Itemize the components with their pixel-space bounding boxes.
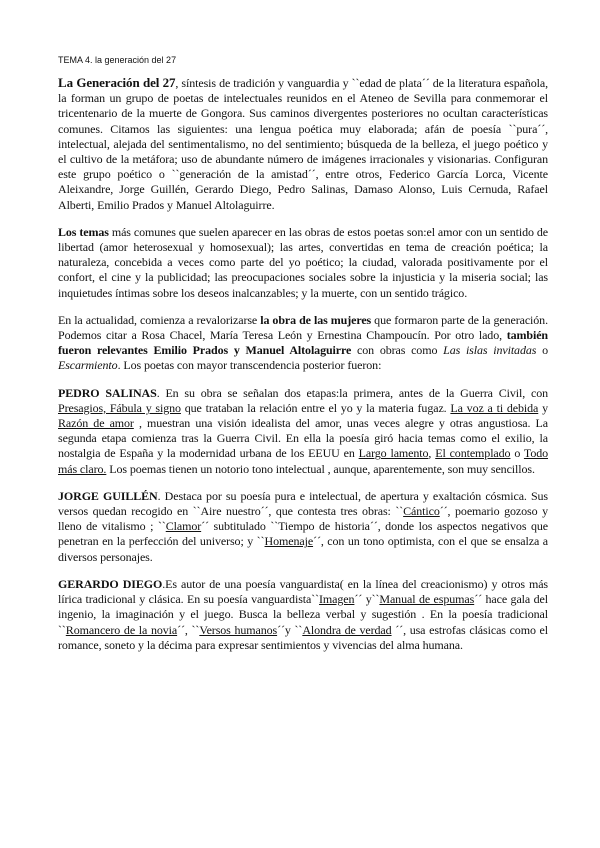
- text-run: Los poemas tienen un notorio tono intelectual , aunque, aparentemente, son muy sencillos.: [106, 461, 535, 476]
- text-run: En la actualidad, comienza a revalorizarse: [58, 312, 261, 327]
- work-title-underlined: La voz a ti debida: [450, 400, 539, 415]
- work-title-underlined: El contemplado: [435, 446, 511, 461]
- text-run: ´´, poemario gozoso y lleno de vitalismo ; ``: [58, 504, 548, 534]
- text-run: ´´, con un tono optimista, con el que se ensalza a diversos personajes.: [58, 534, 549, 564]
- text-run: .Es autor de una poesía vanguardista( en la línea del creacionismo) y otros más lírica tradicional y clásica. En su poesía vanguardista``: [58, 576, 549, 607]
- text-run: ´´, ``: [177, 622, 200, 637]
- text-run: ´´ hace gala del ingenio, la imaginación y el juego. Busca la belleza verbal y sugestión . En la poesía tradicional ``: [58, 592, 548, 637]
- work-title-underlined: Homenaje: [264, 534, 314, 549]
- text-run: ´´ subtitulado ``Tiempo de historia´´, donde los aspectos negativos que penetran en la perfección del universo; y ``: [58, 519, 548, 549]
- bold-run: la obra de las mujeres: [260, 312, 372, 327]
- text-run: . Los poetas con mayor transcendencia posterior fueron:: [117, 358, 382, 373]
- work-title-underlined: Todo más claro.: [58, 446, 549, 476]
- text-run: ´´y ``: [277, 622, 303, 637]
- work-title-underlined: Presagios, Fábula y signo: [58, 400, 181, 415]
- bold-run: PEDRO SALINAS: [58, 385, 157, 400]
- work-title-underlined: Alondra de verdad: [302, 622, 392, 637]
- text-run: que trataban la relación entre el yo y la materia fugaz.: [180, 400, 451, 415]
- bold-run: también fueron relevantes Emilio Prados y Manuel Altolaguirre: [58, 328, 548, 358]
- bold-run: Los temas: [58, 224, 109, 239]
- text-run: o: [510, 446, 524, 461]
- work-title-underlined: Clamor: [165, 519, 202, 534]
- paragraph-mujeres: [58, 313, 548, 374]
- work-title-underlined: Manual de espumas: [379, 592, 475, 607]
- text-run: . En su obra se señalan dos etapas:la primera, antes de la Guerra Civil, con: [156, 385, 548, 400]
- title-italic: Escarmiento: [58, 358, 118, 373]
- text-run: , síntesis de tradición y vanguardia y ``edad de plata´´ de la literatura española, la forman un grupo de poetas de intelectuales reunidos en el Ateneo de Sevilla para conmemorar el tricentenario de la muerte de Gongora. Sus caminos divergentes posteriores no ocultan características comunes. Citamos las siguientes: una lengua poética muy elaborada; afán de poesía ``pura´´, intelectual, alejada del sentimentalismo, no del sentimiento; búsqueda de la belleza, el juego poético y el cultivo de la metáfora; uso de abundante número de imágenes irracionales y visionarias. Configuran este grupo poético o ``generación de la amistad´´, entre otros, Federico García Lorca, Vicente Aleixandre, Jorge Guillén, Gerardo Diego, Pedro Salinas, Damaso Alonso, Luis Cernuda, Rafael Alberti, Emilio Prados y Manuel Altolaguirre.: [58, 76, 548, 212]
- text-run: ´´, usa estrofas clásicas como el romance, soneto y la décima para expresar sentimientos y vivencias del alma humana.: [58, 622, 549, 652]
- document-header: TEMA 4. la generación del 27: [58, 55, 177, 65]
- paragraph-los-temas: [58, 225, 548, 301]
- work-title-underlined: Versos humanos: [199, 622, 278, 637]
- text-run: ´´ y``: [354, 592, 380, 607]
- paragraph-pedro-salinas: [58, 386, 548, 477]
- work-title-underlined: Razón de amor: [58, 416, 134, 431]
- paragraph-jorge-guillen: [58, 489, 548, 565]
- paragraph-gerardo-diego: [58, 577, 548, 653]
- text-run: , muestran una visión idealista del amor, unas veces alegre y otras angustiosa. La segunda etapa comienza tras la Guerra Civil. En ella la poesía giró hacia temas como el exilio, la nostalgia de España y la modernidad urbana de los EEUU en: [58, 416, 548, 461]
- text-run: con obras como: [351, 343, 444, 358]
- text-run: que formaron parte de la generación. Podemos citar a Rosa Chacel, María Teresa León y Ernestina Champoucín. Por otro lado,: [58, 312, 548, 343]
- work-title-underlined: Romancero de la novia: [65, 622, 178, 637]
- text-run: o: [536, 343, 548, 358]
- work-title-underlined: Cántico: [403, 504, 440, 519]
- bold-run: JORGE GUILLÉN: [58, 488, 158, 503]
- bold-run: La Generación del 27: [58, 75, 176, 90]
- bold-run: GERARDO DIEGO: [58, 576, 163, 591]
- work-title-underlined: Largo lamento: [358, 446, 429, 461]
- text-run: más comunes que suelen aparecer en las obras de estos poetas son:el amor con un sentido de libertad (amor heterosexual y homosexual); las artes, convertidas en tema de creación poética; la naturaleza, concebida a veces como parte del yo poético; la ciudad, valorada positivamente por el confort, el cine y la publicidad; las preocupaciones sociales sobre la injusticia y la miseria social; las inquietudes íntimas sobre los deseos inalcanzables; y la muerte, con un sentido trágico.: [58, 224, 549, 300]
- text-run: . Destaca por su poesía pura e intelectual, de apertura y exaltación cósmica. Sus versos quedan recogido en ``Aire nuestro´´, que contesta tres obras: ``: [58, 488, 549, 519]
- text-run: y: [538, 400, 548, 415]
- work-title-underlined: Imagen: [319, 592, 355, 607]
- paragraph-generacion-27: [58, 75, 548, 213]
- document-page: [58, 54, 548, 665]
- title-italic: Las islas invitadas: [443, 343, 537, 358]
- text-run: ,: [428, 446, 436, 461]
